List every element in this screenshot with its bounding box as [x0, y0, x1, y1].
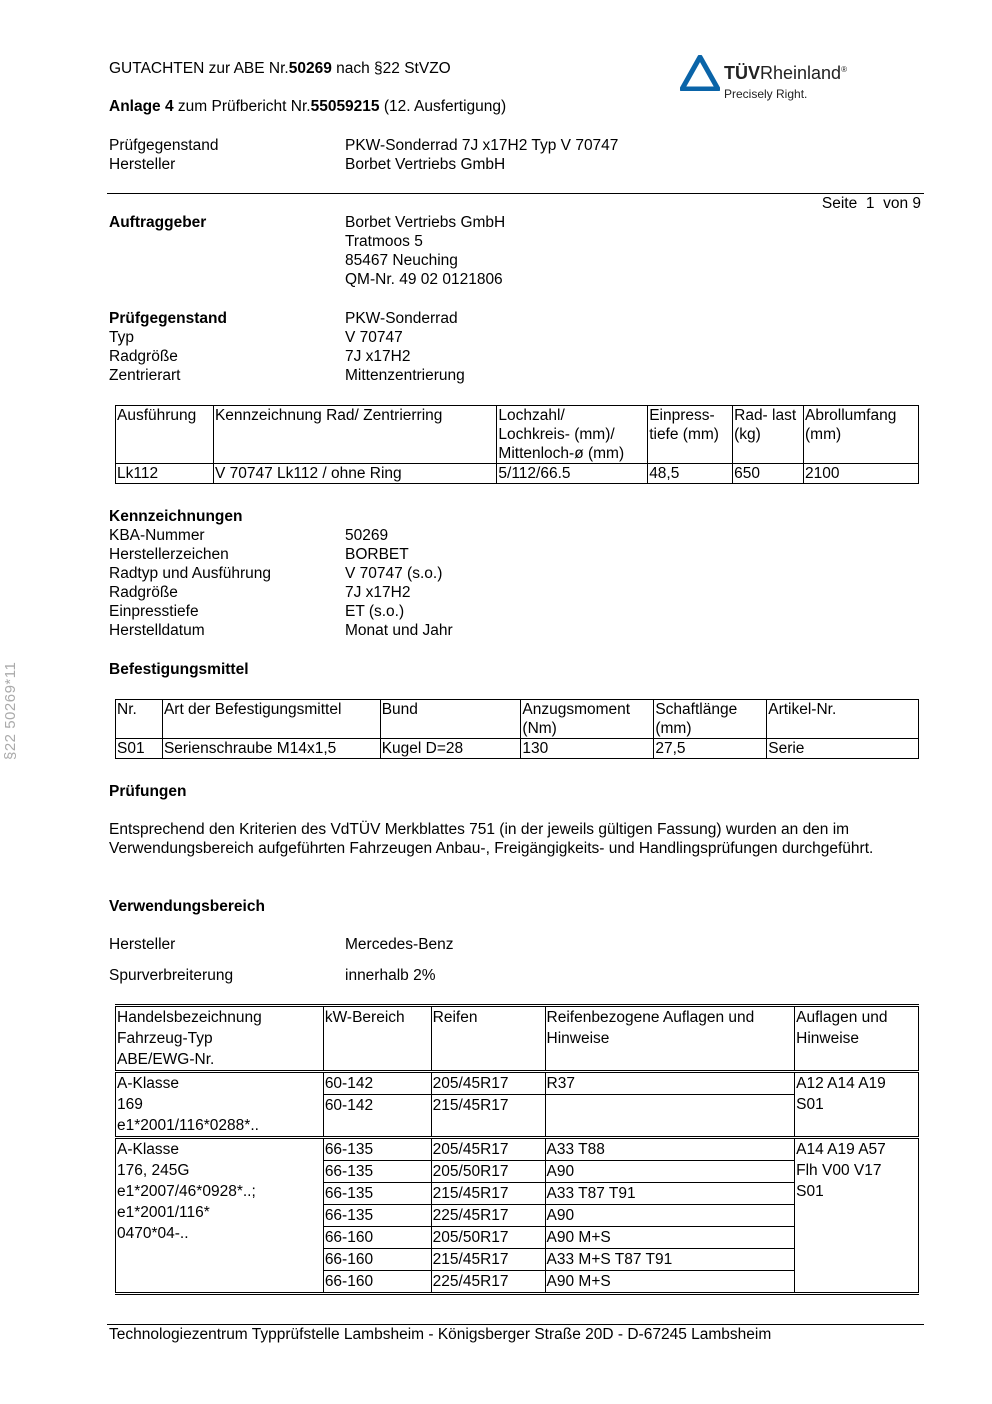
- table-header-cell: Auflagen und Hinweise: [795, 1006, 919, 1072]
- usage-title: Verwendungsbereich: [109, 898, 265, 915]
- table-cell: 650: [733, 464, 804, 484]
- markings-section: [109, 526, 809, 641]
- marking-label: KBA-Nummer: [109, 527, 205, 544]
- marking-value: 50269: [345, 527, 389, 544]
- attachment-line: Anlage 4 zum Prüfbericht Nr.55059215 (12. Ausfertigung): [109, 98, 507, 115]
- header-value: Borbet Vertriebs GmbH: [345, 156, 506, 173]
- table-header-cell: Rad- last (kg): [733, 406, 804, 464]
- marking-value: 7J x17H2: [345, 584, 411, 601]
- marking-value: BORBET: [345, 546, 409, 563]
- table-cell: Serienschraube M14x1,5: [162, 739, 380, 759]
- table-cell: R37: [545, 1072, 795, 1095]
- tests-paragraph: Entsprechend den Kriterien des VdTÜV Merkblattes 751 (in der jeweils gültigen Fassung) wurden an den im Verwendungsbereich aufgeführten Fahrzeugen Anbau-, Freigängigkeits- und Handlingsprüfungen durchgeführt.: [109, 821, 874, 857]
- conditions-cell: A12 A14 A19 S01: [795, 1072, 919, 1138]
- table-row: [116, 464, 919, 484]
- markings-title: Kennzeichnungen: [109, 508, 243, 525]
- marking-label: Herstellerzeichen: [109, 546, 229, 563]
- header-value: PKW-Sonderrad 7J x17H2 Typ V 70747: [345, 137, 619, 154]
- usage-info: [109, 935, 809, 990]
- table-header-cell: Artikel-Nr.: [767, 700, 919, 739]
- marking-label: Radgröße: [109, 584, 178, 601]
- test-object-label: Radgröße: [109, 348, 178, 365]
- marking-label: Einpresstiefe: [109, 603, 199, 620]
- vehicle-table: [115, 1004, 919, 1295]
- conditions-cell: A14 A19 A57 Flh V00 V17 S01: [795, 1138, 919, 1294]
- header-info: [109, 136, 809, 176]
- table-cell: 205/45R17: [431, 1138, 545, 1161]
- table-cell: A33 M+S T87 T91: [545, 1249, 795, 1271]
- table-cell: Serie: [767, 739, 919, 759]
- table-row: [116, 1072, 919, 1095]
- table-cell: V 70747 Lk112 / ohne Ring: [213, 464, 496, 484]
- test-object-value: PKW-Sonderrad: [345, 310, 458, 327]
- triangle-logo-icon: [680, 55, 720, 91]
- table-header-cell: Reifenbezogene Auflagen und Hinweise: [545, 1006, 795, 1072]
- table-cell: 60-142: [323, 1095, 431, 1138]
- usage-label: Spurverbreiterung: [109, 967, 234, 984]
- table-cell: 66-160: [323, 1271, 431, 1294]
- client-line: 85467 Neuching: [345, 252, 458, 269]
- logo-brand: TÜVRheinland®: [724, 63, 847, 83]
- table-header-cell: Nr.: [116, 700, 163, 739]
- table-row: [116, 739, 919, 759]
- table-cell: 66-135: [323, 1138, 431, 1161]
- table-header-cell: Reifen: [431, 1006, 545, 1072]
- client-label: Auftraggeber: [109, 214, 207, 231]
- table-header-cell: kW-Bereich: [323, 1006, 431, 1072]
- client-section: [109, 213, 809, 293]
- test-object-label: Typ: [109, 329, 134, 346]
- table-cell: A90: [545, 1205, 795, 1227]
- client-line: Borbet Vertriebs GmbH: [345, 214, 506, 231]
- table-header-cell: Einpress- tiefe (mm): [648, 406, 733, 464]
- table-cell: 66-135: [323, 1205, 431, 1227]
- table-cell: 66-160: [323, 1227, 431, 1249]
- usage-label: Hersteller: [109, 936, 176, 953]
- marking-label: Herstelldatum: [109, 622, 205, 639]
- usage-value: Mercedes-Benz: [345, 936, 454, 953]
- table-header-row: [116, 1006, 919, 1072]
- side-reference: §22 50269*11: [2, 661, 19, 760]
- marking-value: Monat und Jahr: [345, 622, 453, 639]
- table-cell: 5/112/66.5: [497, 464, 648, 484]
- table-cell: 130: [521, 739, 654, 759]
- tuev-logo: [680, 55, 880, 105]
- table-cell: Kugel D=28: [380, 739, 521, 759]
- vehicle-cell: A-Klasse 169 e1*2001/116*0288*..: [116, 1072, 324, 1138]
- table-cell: 27,5: [654, 739, 767, 759]
- table-cell: Lk112: [116, 464, 214, 484]
- table-cell: 215/45R17: [431, 1249, 545, 1271]
- marking-value: ET (s.o.): [345, 603, 405, 620]
- table-cell: 2100: [804, 464, 919, 484]
- table-cell: 60-142: [323, 1072, 431, 1095]
- table-cell: 66-135: [323, 1161, 431, 1183]
- tests-title: Prüfungen: [109, 783, 187, 800]
- header-label: Hersteller: [109, 156, 176, 173]
- table-header-row: [116, 406, 919, 464]
- table-cell: 215/45R17: [431, 1095, 545, 1138]
- table-header-cell: Bund: [380, 700, 521, 739]
- test-object-label: Prüfgegenstand: [109, 310, 227, 327]
- table-cell: 205/50R17: [431, 1161, 545, 1183]
- table-header-row: [116, 700, 919, 739]
- table-header-cell: Anzugsmoment (Nm): [521, 700, 654, 739]
- table-row: [116, 1138, 919, 1161]
- test-object-value: V 70747: [345, 329, 403, 346]
- document-title: GUTACHTEN zur ABE Nr.50269 nach §22 StVZO: [109, 60, 451, 77]
- table-header-cell: Kennzeichnung Rad/ Zentrierring: [213, 406, 496, 464]
- table-cell: A33 T88: [545, 1138, 795, 1161]
- table-cell: 205/50R17: [431, 1227, 545, 1249]
- header-label: Prüfgegenstand: [109, 137, 219, 154]
- usage-value: innerhalb 2%: [345, 967, 436, 984]
- table-cell: S01: [116, 739, 163, 759]
- client-line: QM-Nr. 49 02 0121806: [345, 271, 503, 288]
- marking-value: V 70747 (s.o.): [345, 565, 443, 582]
- test-object-label: Zentrierart: [109, 367, 181, 384]
- table-cell: A90 M+S: [545, 1271, 795, 1294]
- table-cell: A33 T87 T91: [545, 1183, 795, 1205]
- fasteners-title: Befestigungsmittel: [109, 661, 249, 678]
- table-cell: 48,5: [648, 464, 733, 484]
- vehicle-cell: A-Klasse 176, 245G e1*2007/46*0928*..; e1*2001/116* 0470*04-..: [116, 1138, 324, 1294]
- logo-tagline: Precisely Right.: [724, 87, 808, 101]
- table-cell: 205/45R17: [431, 1072, 545, 1095]
- table-cell: 225/45R17: [431, 1205, 545, 1227]
- table-cell: 66-160: [323, 1249, 431, 1271]
- table-header-cell: Art der Befestigungsmittel: [162, 700, 380, 739]
- page-number: Seite 1 von 9: [821, 195, 921, 212]
- footer-address: Technologiezentrum Typprüfstelle Lambsheim - Königsberger Straße 20D - D-67245 Lambsheim: [109, 1326, 772, 1343]
- test-object-section: [109, 309, 809, 389]
- table-cell: A90 M+S: [545, 1227, 795, 1249]
- table-cell: A90: [545, 1161, 795, 1183]
- test-object-value: 7J x17H2: [345, 348, 411, 365]
- table-cell: 66-135: [323, 1183, 431, 1205]
- test-object-value: Mittenzentrierung: [345, 367, 465, 384]
- header-divider: [107, 193, 924, 194]
- table-header-cell: Ausführung: [116, 406, 214, 464]
- fasteners-table: [115, 699, 919, 759]
- client-line: Tratmoos 5: [345, 233, 423, 250]
- table-header-cell: Schaftlänge (mm): [654, 700, 767, 739]
- table-cell: 225/45R17: [431, 1271, 545, 1294]
- table-cell: [545, 1095, 795, 1138]
- table-header-cell: Abrollumfang (mm): [804, 406, 919, 464]
- table-header-cell: Lochzahl/ Lochkreis- (mm)/ Mittenloch-ø (mm): [497, 406, 648, 464]
- table-header-cell: Handelsbezeichnung Fahrzeug-Typ ABE/EWG-Nr.: [116, 1006, 324, 1072]
- variant-table: [115, 405, 919, 484]
- table-cell: 215/45R17: [431, 1183, 545, 1205]
- marking-label: Radtyp und Ausführung: [109, 565, 272, 582]
